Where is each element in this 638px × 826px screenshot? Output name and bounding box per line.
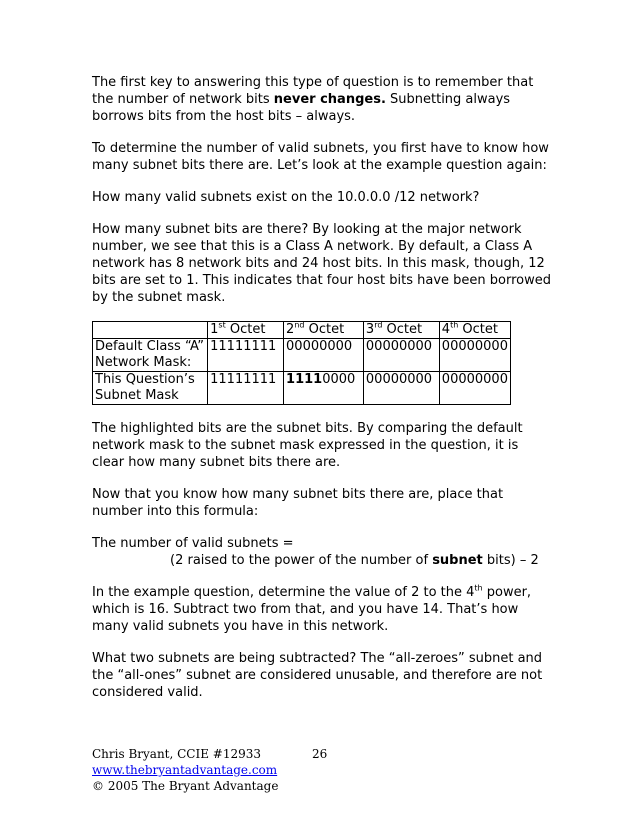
octet-cell: 11111111 [208,339,284,372]
octet-cell: 00000000 [284,339,364,372]
header-sup: rd [374,320,383,330]
emphasis-never-changes: never changes. [273,92,386,107]
header-num: 4 [441,322,451,337]
page-content [92,74,552,716]
row-label: Default Class “A” Network Mask: [93,339,208,372]
header-num: 3 [365,322,375,337]
paragraph-text: The first key to answering this type of question is to remember that the number of network bits [92,75,534,107]
octet-cell: 11111111 [208,372,284,405]
header-sup: th [450,320,459,330]
octet-cell: 00000000 [439,339,510,372]
example-question: How many valid subnets exist on the 10.0.0.0 /12 network? [92,190,480,205]
page-footer [92,746,278,794]
formula-line: The number of valid subnets = [92,536,294,551]
paragraph-example-calc [92,584,552,635]
footer-website-link[interactable]: www.thebryantadvantage.com [92,763,278,777]
paragraph-determine-subnets: To determine the number of valid subnets, you first have to know how many subnet bits there are. Let’s look at the example question again: [92,141,549,173]
table-header-row [93,322,511,339]
octet-cell: 00000000 [363,372,439,405]
formula-text: bits) – 2 [482,553,539,568]
table-header-cell [208,322,284,339]
paragraph-key-rule [92,74,552,125]
octet-cell: 00000000 [439,372,510,405]
superscript: th [474,583,483,593]
header-num: 2 [286,322,295,337]
header-rest: Octet [304,322,345,337]
footer-author: Chris Bryant, CCIE #12933 [92,747,262,761]
page-number: 26 [312,747,328,761]
octet-cell: 00000000 [363,339,439,372]
table-row-default-mask [93,339,511,372]
table-row-question-mask [93,372,511,405]
header-num: 1 [210,322,219,337]
header-sup: st [218,320,226,330]
table-header-cell [284,322,364,339]
header-rest: Octet [382,322,423,337]
octet-cell [284,372,364,405]
paragraph-subtracted-subnets: What two subnets are being subtracted? The “all-zeroes” subnet and the “all-ones” subnet are considered unusable, and therefore are not considered valid. [92,651,543,700]
header-sup: nd [294,320,305,330]
paragraph-formula-intro: Now that you know how many subnet bits there are, place that number into this formula: [92,487,504,519]
header-rest: Octet [458,322,499,337]
formula [92,535,552,569]
paragraph-text: Subnetting always borrows bits from the host bits – always. [92,92,511,124]
table-header-cell [93,322,208,339]
paragraph-text: In the example question, determine the value of 2 to the 4 [92,585,475,600]
paragraph-text: power, which is 16. Subtract two from that, and you have 14. That’s how many valid subnets you have in this network. [92,585,532,634]
formula-text: (2 raised to the power of the number of [170,553,433,568]
paragraph-subnet-bits: How many subnet bits are there? By looking at the major network number, we see that this is a Class A network. By default, a Class A network has 8 network bits and 24 host bits. In this mask, though, 12 bits are set to 1. This indicates that four host bits have been borrowed by the subnet mask. [92,222,551,305]
footer-copyright: © 2005 The Bryant Advantage [92,779,279,793]
octet-rest: 0000 [322,372,356,387]
subnet-mask-table [92,321,511,405]
header-rest: Octet [225,322,266,337]
table-header-cell [363,322,439,339]
paragraph-highlighted-bits: The highlighted bits are the subnet bits. By comparing the default network mask to the subnet mask expressed in the question, it is clear how many subnet bits there are. [92,421,523,470]
table-header-cell [439,322,510,339]
row-label: This Question’s Subnet Mask [93,372,208,405]
subnet-bits-highlight: 1111 [286,372,323,387]
emphasis-subnet: subnet [432,553,483,568]
